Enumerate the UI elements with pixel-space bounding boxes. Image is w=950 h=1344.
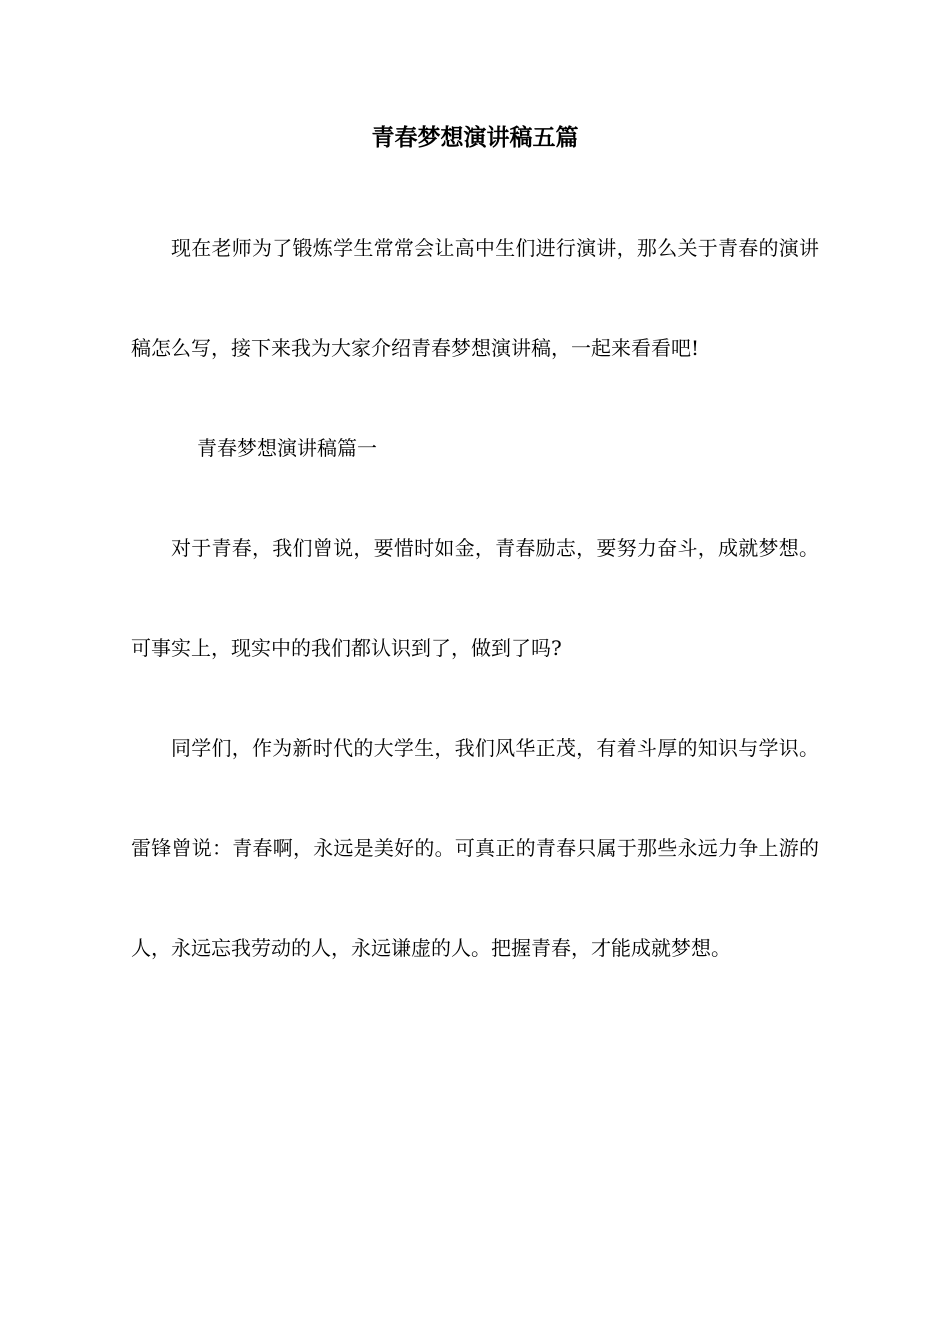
section-heading: 青春梦想演讲稿篇一 — [197, 436, 377, 460]
body-paragraph: 同学们，作为新时代的大学生，我们风华正茂，有着斗厚的知识与学识。雷锋曾说：青春啊，永远是美好的。可真正的青春只属于那些永远力争上游的人，永远忘我劳动的人，永远谦虚的人。把握青春，才能成就梦想。 — [131, 736, 819, 960]
document-body — [131, 198, 819, 998]
intro-paragraph: 现在老师为了锻炼学生常常会让高中生们进行演讲，那么关于青春的演讲稿怎么写，接下来我为大家介绍青春梦想演讲稿，一起来看看吧! — [131, 236, 819, 360]
body-paragraph: 对于青春，我们曾说，要惜时如金，青春励志，要努力奋斗，成就梦想。可事实上，现实中的我们都认识到了，做到了吗? — [131, 536, 819, 660]
document-title: 青春梦想演讲稿五篇 — [371, 125, 579, 151]
